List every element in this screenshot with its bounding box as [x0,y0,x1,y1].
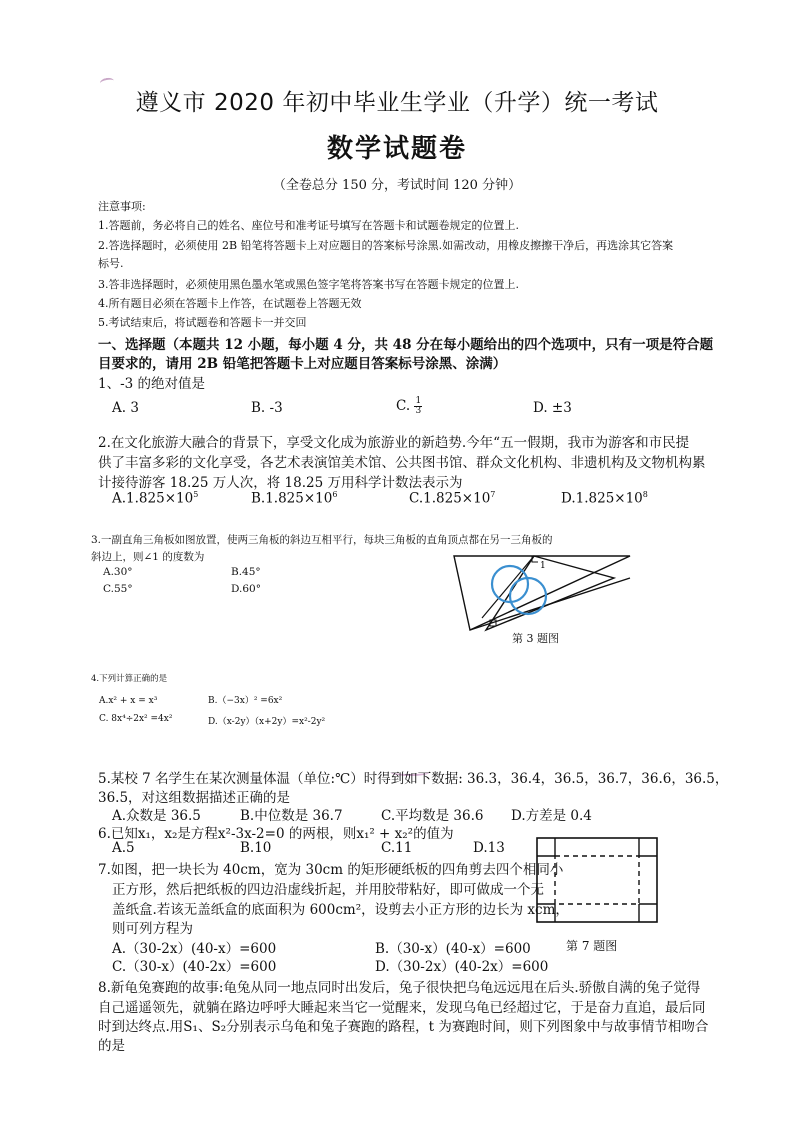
q1-option-a: A. 3 [112,400,139,416]
q5-option-c: C.平均数是 36.6 [381,808,484,824]
notice-item: 3.答非选择题时，必须使用黑色墨水笔或黑色签字笔将答案书写在答题卡规定的位置上. [98,278,519,291]
q2-line: 供了丰富多彩的文化享受，各艺术表演馆美术馆、公共图书馆、群众文化机构、非遗机构及文物机构累 [98,455,706,471]
q5-line: 36.5，对这组数据描述正确的是 [98,790,291,806]
q6-option-c: C.11 [381,840,413,856]
q5-option-d: D.方差是 0.4 [511,808,592,824]
q2-option-d: $D.1.825\times 10^8$ [561,490,648,507]
q3-option-c: C.55° [103,583,133,595]
q6-stem: 6.已知x₁，x₂是方程x²-3x-2=0 的两根，则x₁² + x₂²的值为 [98,826,454,842]
q4-option-c: C. 8x⁴÷2x² =4x² [99,714,173,724]
q8-line: 的是 [98,1038,125,1054]
q4-option-a: A.x² + x = x³ [99,696,158,706]
q2-option-b: $B.1.825\times 10^6$ [251,490,338,507]
q7-option-b: B.（30-x）(40-x）=600 [375,941,531,957]
exam-note: （全卷总分 150 分，考试时间 120 分钟） [272,178,522,193]
exam-title: 遵义市 2020 年初中毕业生学业（升学）统一考试 [135,90,659,116]
paper-subtitle: 数学试题卷 [326,134,467,164]
q1-option-b: B. -3 [251,400,283,416]
q4-stem: 4.下列计算正确的是 [91,674,168,684]
q2-option-a: $A.1.825\times 10^5$ [112,490,199,507]
q6-option-a: A.5 [112,840,135,856]
q7-line: 则可列方程为 [112,921,193,937]
section-heading-line2: 目要求的，请用 2B 铅笔把答题卡上对应题目答案标号涂黑、涂满） [98,356,507,372]
q1-fraction: $\frac{1}{3}$ [415,396,422,416]
q7-line: 7.如图，把一块长为 40cm，宽为 30cm 的矩形硬纸板的四角剪去四个相同小 [98,862,564,878]
q3-figure-caption: 第 3 题图 [512,632,559,645]
q1-option-d: D. ±3 [533,400,572,416]
q8-line: 时到达终点.用S₁、S₂分别表示乌龟和兔子赛跑的路程，t 为赛跑时间，则下列图象中与故事情节相吻合 [98,1019,709,1035]
fold-lines [555,856,639,904]
q7-line: 盖纸盒.若该无盖纸盒的底面积为 600cm²，设剪去小正方形的边长为 xcm， [112,902,569,918]
q2-line: 计接待游客 18.25 万人次，将 18.25 万用科学计数法表示为 [98,475,463,491]
q7-line: 正方形，然后把纸板的四边沿虚线折起，并用胶带粘好，即可做成一个无 [112,882,544,898]
q2-option-c: $C.1.825\times 10^7$ [409,490,496,507]
q7-option-a: A.（30-2x）(40-x）=600 [112,941,277,957]
q3-triangles-figure [452,548,632,643]
q3-option-b: B.45° [231,566,261,578]
notice-heading: 注意事项: [98,200,146,213]
question-1-stem: 1、-3 的绝对值是 [98,376,206,392]
q4-option-b: B.（−3x）² =6x² [208,696,283,706]
angle-label: 1 [540,561,546,571]
q2-line: 2.在文化旅游大融合的背景下，享受文化成为旅游业的新趋势.今年“五一假期，我市为游客和市民提 [98,435,690,451]
q7-option-c: C.（30-x）(40-2x）=600 [112,959,277,975]
notice-item: 2.答选择题时，必须使用 2B 铅笔将答题卡上对应题目的答案标号涂黑.如需改动，用橡皮擦擦干净后，再选涂其它答案 [98,239,674,252]
notice-item: 4.所有题目必须在答题卡上作答，在试题卷上答题无效 [98,297,362,310]
notice-item: 1.答题前，务必将自己的姓名、座位号和准考证号填写在答题卡和试题卷规定的位置上. [98,219,519,232]
q7-cardboard-figure [535,836,659,924]
notice-item: 标号. [98,257,124,270]
notice-item: 5.考试结束后，将试题卷和答题卡一并交回 [98,316,307,329]
section-heading-line1: 一、选择题（本题共 12 小题，每小题 4 分，共 48 分在每小题给出的四个选项中，只有一项是符合题 [98,337,714,353]
q5-option-b: B.中位数是 36.7 [240,808,343,824]
q6-option-d: D.13 [473,840,505,856]
q3-option-d: D.60° [231,583,261,595]
q7-figure-caption: 第 7 题图 [566,939,618,953]
q8-line: 自己遥遥领先，就躺在路边呼呼大睡起来当它一觉醒来，发现乌龟已经超过它，于是奋力直追，最后同 [98,1000,706,1016]
q8-line: 8.新龟兔赛跑的故事:龟兔从同一地点同时出发后，兔子很快把乌龟远远甩在后头.骄傲自满的兔子觉得 [98,980,701,996]
q7-option-d: D.（30-2x）(40-2x）=600 [375,959,549,975]
q3-line: 3.一副直角三角板如图放置，使两三角板的斜边互相平行，每块三角板的直角顶点都在另一三角板的 [91,534,553,546]
q1-option-c: C. $\frac{1}{3}$ [396,396,422,416]
q3-option-a: A.30° [103,566,133,578]
q6-option-b: B.10 [240,840,272,856]
q5-line: 5.某校 7 名学生在某次测量体温（单位:℃）时得到如下数据: 36.3，36.4，36.5，36.7，36.6，36.5， [98,771,729,787]
q4-option-d: D.（x-2y）（x+2y）=x²-2y² [208,717,326,727]
q3-line: 斜边上，则∠1 的度数为 [91,551,205,563]
q5-option-a: A.众数是 36.5 [112,808,201,824]
